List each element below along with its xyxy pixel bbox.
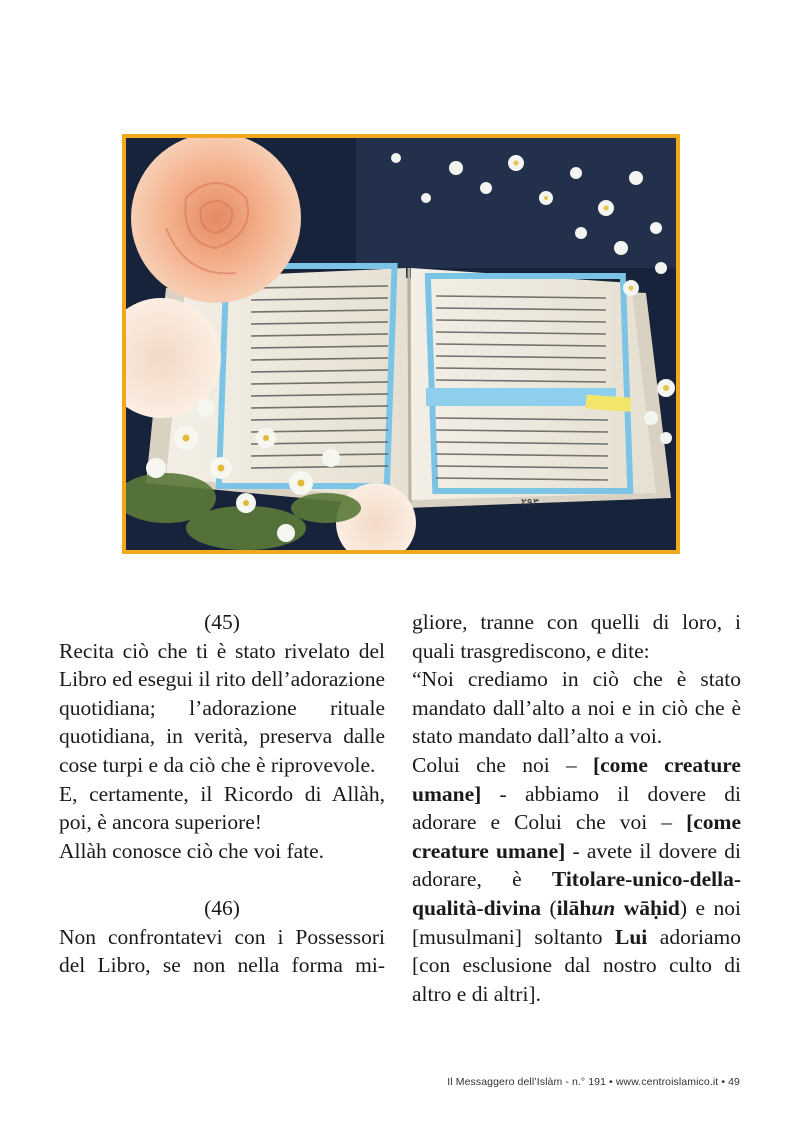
open-quran-with-roses-photo	[126, 138, 676, 550]
divine-title: Titolare-unico-della-qualità-divina	[412, 867, 741, 920]
paren-open: (	[541, 895, 557, 920]
final-text: adoriamo [con esclusione dal nostro culto di altro e di altri].	[412, 924, 741, 1006]
page-footer: Il Messaggero dell’Islàm - n.° 191 • www.centroislamico.it • 49	[447, 1076, 740, 1088]
verse-46-colui-paragraph	[412, 751, 741, 1008]
verse-46-number: (46)	[204, 895, 240, 920]
right-text-column	[412, 608, 741, 1008]
verse-45-number: (45)	[204, 610, 240, 634]
after-paren-text: e noi [musulmani] soltanto	[412, 895, 741, 949]
arabic-term-1	[557, 896, 680, 920]
lui-emphasis: Lui	[615, 924, 648, 949]
quran-photo	[122, 134, 680, 554]
bracket-emphasis-2: [come creature umane]	[412, 810, 741, 863]
arabic-term-1-root: ilāh	[556, 895, 592, 920]
verse-46-continuation: gliore, tranne con quelli di loro, i quali trasgrediscono, e dite:	[412, 610, 741, 663]
colui-text-2: - abbiamo il dovere di adorare e Colui che voi –	[412, 781, 741, 835]
colui-text-3: - avete il dovere di adorare, è	[412, 838, 741, 892]
colui-text-1: Colui che noi –	[412, 752, 593, 777]
bracket-emphasis-1: [come creature umane]	[412, 752, 741, 806]
verse-45-paragraph-1: Recita ciò che ti è stato rivelato del Libro ed esegui il rito dell’adorazione quotidiana; l’adorazione rituale quotidiana, in verità, preserva dalle cose turpi e da ciò che è riprovevole.	[59, 638, 385, 777]
verse-spacer	[59, 865, 385, 894]
arabic-term-1-ending: un	[591, 895, 616, 920]
paren-close: )	[679, 895, 688, 920]
verse-46-quote: “Noi crediamo in ciò che è stato mandato dall’alto a noi e in ciò che è stato mandato dall’alto a voi.	[412, 667, 741, 749]
arabic-term-2: wāḥid	[615, 895, 680, 920]
arabic-page-number: ٢٩٣	[521, 496, 539, 509]
verse-45-paragraph-2: E, certamente, il Ricordo di Allàh, poi, è ancora superiore!	[59, 781, 385, 835]
left-text-column	[59, 608, 385, 980]
verse-45-paragraph-3: Allàh conosce ciò che voi fate.	[59, 838, 325, 863]
verse-46-paragraph-1: Non confrontatevi con i Possessori del Libro, se non nella forma mi-	[59, 924, 385, 978]
